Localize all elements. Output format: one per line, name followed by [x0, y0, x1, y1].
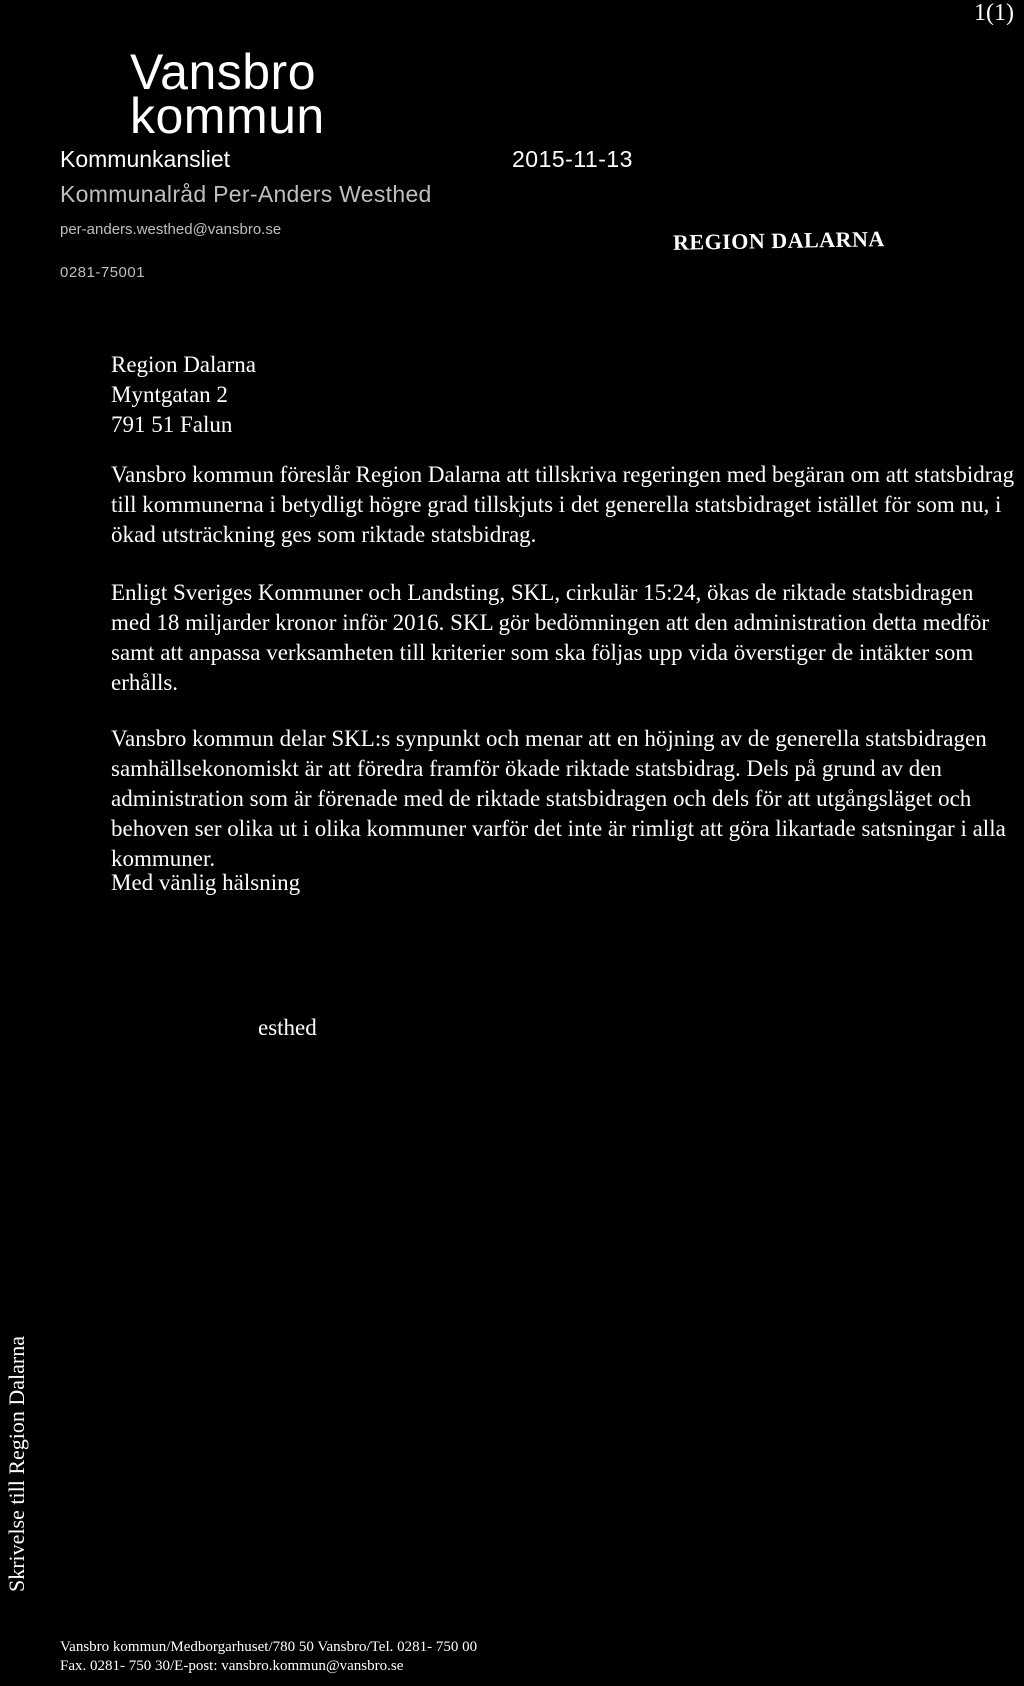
recipient-name: Region Dalarna [111, 352, 256, 377]
sender-phone: 0281-75001 [60, 264, 146, 281]
logo-line-2: kommun [130, 88, 325, 144]
municipality-logo [130, 44, 325, 144]
received-stamp: REGION DALARNA [672, 226, 885, 255]
page-number: 1(1) [974, 0, 1014, 26]
body-paragraph-3: Vansbro kommun delar SKL:s synpunkt och menar att en höjning av de generella statsbidragen samhällsekonomiskt är att föredra framför ökade riktade statsbidrag. Dels på grund av den administration som är förenade med de riktade statsbidragen och dels för att utgångsläget och behoven ser olika ut i olika kommuner varför det inte är rimligt att göra likartade satsningar i alla kommuner. [111, 726, 1006, 871]
sender-department: Kommunkansliet [60, 146, 231, 172]
footer [60, 1638, 477, 1676]
signature: esthed [258, 1015, 317, 1040]
sender-official: Kommunalråd Per-Anders Westhed [60, 181, 432, 207]
closing-greeting: Med vänlig hälsning [111, 870, 301, 895]
recipient-address [111, 350, 256, 440]
footer-line-2: Fax. 0281- 750 30/E-post: vansbro.kommun@vansbro.se [60, 1658, 404, 1674]
letter-date: 2015-11-13 [512, 146, 633, 172]
logo-line-1: Vansbro [130, 44, 317, 100]
body-paragraph-2: Enligt Sveriges Kommuner och Landsting, SKL, cirkulär 15:24, ökas de riktade statsbidragen med 18 miljarder kronor inför 2016. SKL gör bedömningen att den administration detta medför samt att anpassa verksamheten till kriterier som ska följas upp vida överstiger de intäkter som erhålls. [111, 580, 990, 695]
footer-line-1: Vansbro kommun/Medborgarhuset/780 50 Vansbro/Tel. 0281- 750 00 [60, 1639, 478, 1655]
sender-email: per-anders.westhed@vansbro.se [60, 221, 282, 238]
recipient-street: Myntgatan 2 [111, 382, 228, 407]
recipient-postal: 791 51 Falun [111, 412, 233, 437]
body-paragraph-1: Vansbro kommun föreslår Region Dalarna att tillskriva regeringen med begäran om att statsbidrag till kommunerna i betydligt högre grad tillskjuts i det generella statsbidraget istället för som nu, i ökad utsträckning ges som riktade statsbidrag. [111, 462, 1015, 547]
side-label: Skrivelse till Region Dalarna [4, 1336, 29, 1592]
